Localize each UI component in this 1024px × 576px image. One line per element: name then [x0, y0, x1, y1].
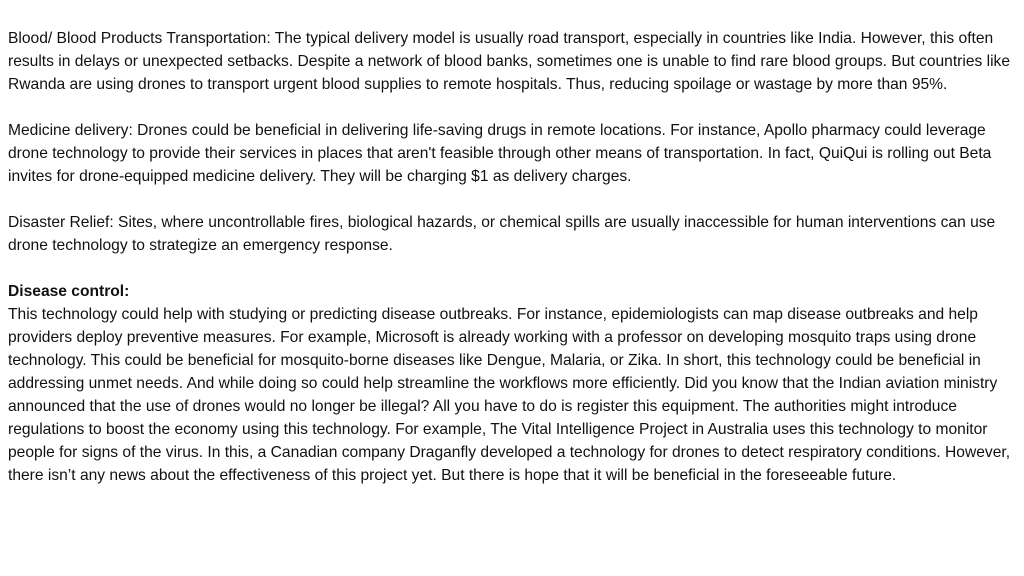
paragraph-disaster-relief: Disaster Relief: Sites, where uncontrollable fires, biological hazards, or chemical spills are usually inaccessible for human interventions can use drone technology to strategize an emergency response. [8, 214, 996, 254]
paragraph-disease-control: This technology could help with studying or predicting disease outbreaks. For instance, epidemiologists can map disease outbreaks and help providers deploy preventive measures. For example, Microsoft is already working with a professor on developing mosquito traps using drone technology. This could be beneficial for mosquito-borne diseases like Dengue, Malaria, or Zika. In short, this technology could be beneficial in addressing unmet needs. And while doing so could help streamline the workflows more efficiently. Did you know that the Indian aviation ministry announced that the use of drones would no longer be illegal? All you have to do is register this equipment. The authorities might introduce regulations to boost the economy using this technology. For example, The Vital Intelligence Project in Australia uses this technology to monitor people for signs of the virus. In this, a Canadian company Draganfly developed a technology for drones to detect respiratory conditions. However, there isn’t any news about the effectiveness of this project yet. But there is hope that it will be beneficial in the foreseeable future. [8, 306, 1011, 484]
paragraph-spacer [8, 188, 1016, 211]
paragraph-spacer [8, 96, 1016, 119]
paragraph-spacer [8, 257, 1016, 280]
paragraph-medicine-delivery: Medicine delivery: Drones could be beneficial in delivering life-saving drugs in remote locations. For instance, Apollo pharmacy could leverage drone technology to provide their services in places that aren't feasible through other means of transportation. In fact, QuiQui is rolling out Beta invites for drone-equipped medicine delivery. They will be charging $1 as delivery charges. [8, 122, 992, 185]
heading-disease-control: Disease control: [8, 283, 130, 300]
paragraph-blood-transportation: Blood/ Blood Products Transportation: The typical delivery model is usually road transport, especially in countries like India. However, this often results in delays or unexpected setbacks. Despite a network of blood banks, sometimes one is unable to find rare blood groups. But countries like Rwanda are using drones to transport urgent blood supplies to remote hospitals. Thus, reducing spoilage or wastage by more than 95%. [8, 30, 1011, 93]
